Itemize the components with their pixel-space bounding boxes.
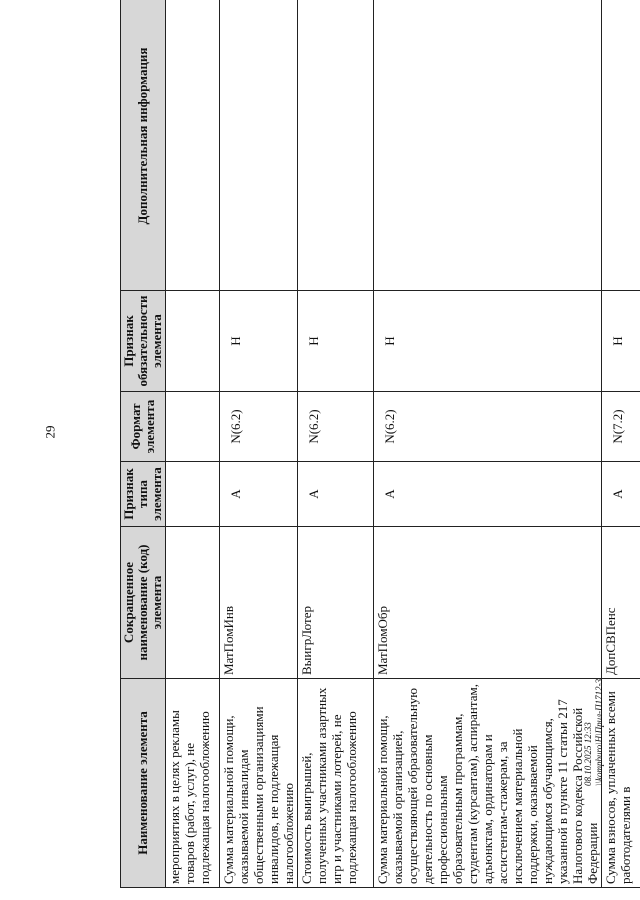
header-short: Сокращенное наименование (код) элемента [121,527,166,679]
cell-format: N(6.2) [374,392,602,462]
footer-date: 08.10.2025 12:33 [583,722,593,786]
footer-stamp [583,678,604,798]
table-row [166,0,220,888]
cell-format: N(7.2) [602,392,640,462]
cell-format: N(6.2) [298,392,374,462]
cell-required: Н [374,291,602,392]
cell-short: ВыигрЛотер [298,527,374,679]
page-number: 29 [42,425,58,439]
table-row [220,0,298,888]
cell-required: Н [220,291,298,392]
cell-name: Сумма взносов, уплаченных всеми работодателями в [602,679,640,888]
cell-additional [602,0,640,291]
header-required: Признак обязательности элемента [121,291,166,392]
cell-short [166,527,220,679]
cell-required: Н [602,291,640,392]
header-name: Наименование элемента [121,679,166,888]
table-row [374,0,602,888]
cell-name: Сумма материальной помощи, оказываемой организацией, осуществляющей образовательную деятельность по основным профессиональным образовательным программам, студентам (курсантам), аспирантам, адъюнктам, ординаторам и ассистентам-стажерам, за исключением материальной поддержки, оказываемой нуждающимся обучающимся, указанной в пункте 11 статьи 217 Налогового кодекса Российской Федерации [374,679,602,888]
cell-additional [298,0,374,291]
table-row [602,0,640,888]
header-additional: Дополнительная информация [121,0,166,291]
cell-short: МатПомИнв [220,527,298,679]
cell-additional [166,0,220,291]
cell-additional [374,0,602,291]
cell-type: А [220,462,298,527]
footer-path: \\kompburo\Н\Прил-П1712-3 [594,678,604,786]
header-type: Признак типа элемента [121,462,166,527]
cell-short: ДопСВПенс [602,527,640,679]
cell-name: мероприятиях в целях рекламы товаров (работ, услуг), не подлежащая налогообложению [166,679,220,888]
cell-type: А [298,462,374,527]
cell-required: Н [298,291,374,392]
cell-format [166,392,220,462]
cell-type: А [602,462,640,527]
cell-required [166,291,220,392]
cell-type: А [374,462,602,527]
elements-table [120,0,640,888]
table-header-row [121,0,166,888]
cell-name: Сумма материальной помощи, оказываемой инвалидам общественными организациями инвалидов, не подлежащая налогообложению [220,679,298,888]
table-row [298,0,374,888]
cell-format: N(6.2) [220,392,298,462]
header-format: Формат элемента [121,392,166,462]
cell-additional [220,0,298,291]
cell-type [166,462,220,527]
cell-name: Стоимость выигрышей, полученных участниками азартных игр и участниками лотерей, не подлежащая налогообложению [298,679,374,888]
cell-short: МатПомОбр [374,527,602,679]
